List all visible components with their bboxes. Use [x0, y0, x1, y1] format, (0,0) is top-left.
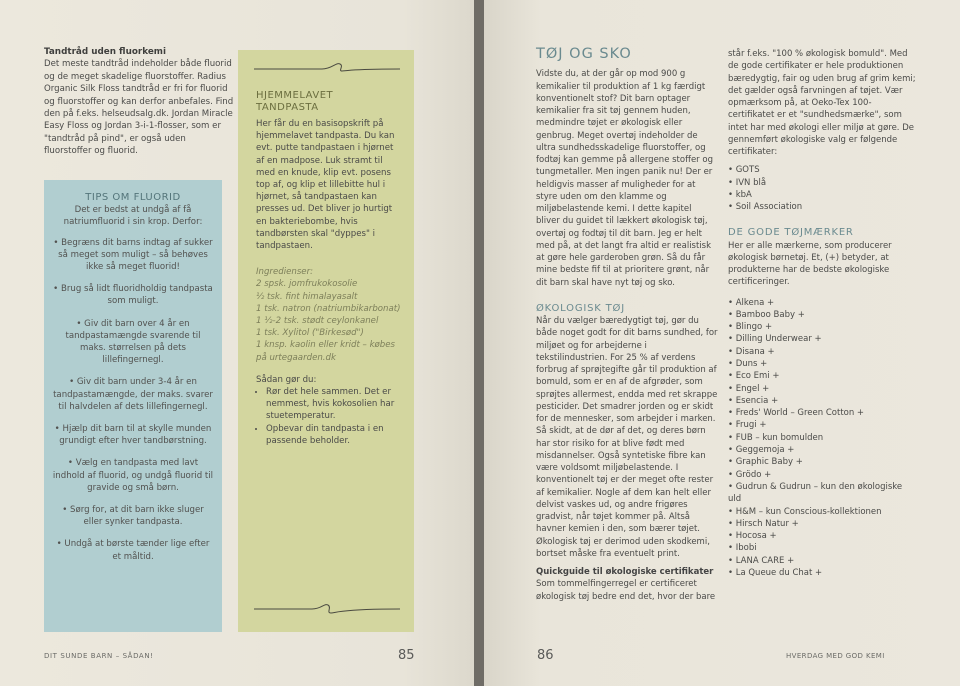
tips-lead: Det er bedst at undgå af få natriumfluorid i sin krop. Derfor: — [63, 205, 203, 228]
brand-item: • Disana + — [728, 346, 916, 358]
brand-item: • Esencia + — [728, 395, 916, 407]
ingredient: 1 knsp. kaolin eller kridt – købes på urtegaarden.dk — [256, 340, 396, 363]
page-number-left: 85 — [398, 648, 415, 663]
tip-item: • Vælg en tandpasta med lavt indhold af fluorid, og undgå fluorid til gravide og små børn. — [52, 457, 214, 494]
brand-item: • Geggemoja + — [728, 444, 916, 456]
quickguide-title: Quickguide til økologiske certifikater — [536, 567, 714, 577]
ingredient: ½ tsk. fint himalayasalt — [256, 291, 358, 302]
tip-item: • Brug så lidt fluoridholdig tandpasta som muligt. — [52, 283, 214, 307]
floss-intro — [44, 46, 234, 158]
step-item: • Opbevar din tandpasta i en passende beholder. — [266, 423, 404, 447]
recipe-title — [256, 90, 404, 114]
top-squiggle-ornament — [252, 60, 402, 74]
tip-item: • Giv dit barn under 3-4 år en tandpastamængde, der maks. svarer til halvdelen af dets lillefingernegl. — [52, 376, 214, 413]
ingredient: 1 tsk. natron (natriumbikarbonat) — [256, 303, 401, 314]
tip-item: • Undgå at børste tænder lige efter et måltid. — [52, 538, 214, 562]
recipe-title-line2: TANDPASTA — [256, 102, 319, 113]
certificate-item: • IVN blå — [728, 177, 916, 189]
ingredient: 2 spsk. jomfrukokosolie — [256, 279, 358, 290]
right-column-1 — [536, 48, 718, 603]
fluoride-tips-box — [44, 180, 222, 632]
brand-item: • Blingo + — [728, 321, 916, 333]
bottom-squiggle-ornament — [252, 602, 402, 616]
tips-title: TIPS OM FLUORID — [85, 192, 181, 203]
page-title: TØJ OG SKO — [536, 46, 632, 62]
floss-body: Det meste tandtråd indeholder både fluorid og de meget skadelige fluorstoffer. Radius Organic Silk Floss tandtråd er fri for fluorid og fluorstoffer og kan derfor anbefales. Find den på f.eks. helseudsalg.dk. Jordan Miracle Easy Floss og Jordan 3-i-1-flosser, som er "tandtråd på pind", er også uden fluorstoffer og fluorid. — [44, 59, 234, 157]
tip-item: • Begræns dit barns indtag af sukker så meget som muligt – så behøves ikke så meget fluorid! — [52, 237, 214, 274]
ingredients-title: Ingredienser: — [256, 267, 314, 278]
brand-item: • Bamboo Baby + — [728, 309, 916, 321]
floss-heading: Tandtråd uden fluorkemi — [44, 47, 166, 57]
brand-item: • Duns + — [728, 358, 916, 370]
recipe-title-line1: HJEMMELAVET — [256, 90, 334, 101]
brand-item: • Grödo + — [728, 469, 916, 481]
certificate-item: • Soil Association — [728, 201, 916, 213]
brand-item: • H&M – kun Conscious-kollektionen — [728, 506, 916, 518]
left-footer: DIT SUNDE BARN – SÅDAN! — [44, 652, 154, 660]
left-page — [0, 0, 474, 686]
right-footer: HVERDAG MED GOD KEMI — [786, 652, 885, 660]
page-number-right: 86 — [537, 648, 554, 663]
clothing-intro: Vidste du, at der går op mod 900 g kemikalier til produktion af 1 kg færdigt konventionelt stof? Dit barn optager kemikalier fra sit tøj gennem huden, medmindre tøjet er økologisk eller genbrug. Meget overtøj indeholder de ultra sundhedsskadelige fluorstoffer, og fodtøj kan gemme på allergene stoffer og tungmetaller. Men ingen panik nu! Der er heldigvis masser af muligheder for at styre uden om den klamme og miljøbelastende kemi. I dette kapitel bliver du guidet til lækkert økologisk tøj, overtøj og fodtøj til dit barn. Jeg er helt med på, at det langt fra altid er realistisk at gøre hele garderoben grøn. Så du får mine bedste fif til at prioritere grønt, når dit barn skal have nyt tøj og sko. — [536, 69, 713, 288]
toothpaste-recipe-box — [238, 50, 414, 632]
steps-list — [256, 386, 404, 447]
tip-item: • Hjælp dit barn til at skylle munden grundigt efter hver tandbørstning. — [52, 423, 214, 447]
certificates-intro: står f.eks. "100 % økologisk bomuld". Med de gode certifikater er hele produktionen bæredygtig, fair og uden brug af grim kemi; det gælder også farvningen af tøjet. Vær opmærksom på, at Oeko-Tex 100-certifikatet er et "sundhedsmærke", som intet har med økologi eller miljø at gøre. De gennemført økologiske valg er følgende certifikater: — [728, 49, 916, 157]
brand-item: • Alkena + — [728, 297, 916, 309]
book-gutter — [474, 0, 484, 686]
brand-item: • FUB – kun bomulden — [728, 432, 916, 444]
howto-title: Sådan gør du: — [256, 374, 317, 385]
step-item: • Rør det hele sammen. Det er nemmest, hvis kokosolien har stuetemperatur. — [266, 386, 404, 423]
right-column-2 — [728, 48, 916, 587]
tip-item: • Giv dit barn over 4 år en tandpastamængde svarende til maks. størrelsen på dets lillefingernegl. — [52, 318, 214, 367]
tips-list — [52, 237, 214, 563]
certificate-item: • GOTS — [728, 164, 916, 176]
brand-item: • Freds' World – Green Cotton + — [728, 407, 916, 419]
brands-body: Her er alle mærkerne, som producerer økologisk børnetøj. Et, (+) betyder, at produkterne har de bedste økologiske certificeringer. — [728, 240, 892, 288]
brand-item: • La Queue du Chat + — [728, 567, 916, 579]
brands-list — [728, 297, 916, 580]
brand-item: • Hocosa + — [728, 530, 916, 542]
recipe-intro: Her får du en basisopskrift på hjemmelavet tandpasta. Du kan evt. putte tandpastaen i hjørnet af en madpose. Luk stramt til med en knude, klip evt. posens top af, og klip et lillebitte hul i hjørnet, så tandpastaen kan presses ud. Det bliver jo hurtigt en bakteriebombe, hvis tandbørsten skal "dyppes" i tandpastaen. — [256, 119, 395, 252]
brand-item: • Eco Emi + — [728, 370, 916, 382]
brand-item: • Ibobi — [728, 542, 916, 554]
brand-item: • Frugi + — [728, 419, 916, 431]
brand-item: • Gudrun & Gudrun – kun den økologiske uld — [728, 481, 916, 506]
quickguide-body: Som tommelfingerregel er certificeret økologisk tøj bedre end det, hvor der bare — [536, 579, 716, 602]
brands-section-title: DE GODE TØJMÆRKER — [728, 227, 854, 239]
tip-item: • Sørg for, at dit barn ikke sluger eller synker tandpasta. — [52, 504, 214, 528]
ingredient: 1 ½-2 tsk. stødt ceylonkanel — [256, 316, 379, 327]
brand-item: • Graphic Baby + — [728, 456, 916, 468]
brand-item: • Engel + — [728, 383, 916, 395]
organic-body: Når du vælger bæredygtigt tøj, gør du både noget godt for dit barns sundhed, for miljøet og for arbejderne i tekstilindustrien. For 25 % af verdens forbrug af sprøjtegifte går til produktion af bomuld, som er en af de afgrøder, som sprøjtes allermest, endda med ret skrappe pesticider. Det smadrer jorden og er skidt for de mennesker, som arbejder i marken. Så skidt, at de dør af det, og deres børn har stor risiko for at blive født med misdannelser. Også syntetiske fibre kan være voldsomt miljøbelastende. I konventionelt tøj er der meget ofte rester af kemikalier. Nogle af dem kan helt eller delvist vaskes ud, og andre frigøres gradvist, når tøjet kommer på. Altså havner kemien i den, som bærer tøjet. Økologisk tøj er derimod uden skodkemi, bortset måske fra eventuelt print. — [536, 316, 718, 559]
brand-item: • LANA CARE + — [728, 555, 916, 567]
ingredient: 1 tsk. Xylitol ("Birkesød") — [256, 328, 364, 339]
certificates-list — [728, 164, 916, 213]
brand-item: • Hirsch Natur + — [728, 518, 916, 530]
brand-item: • Dilling Underwear + — [728, 333, 916, 345]
certificate-item: • kbA — [728, 189, 916, 201]
organic-section-title: ØKOLOGISK TØJ — [536, 302, 625, 314]
